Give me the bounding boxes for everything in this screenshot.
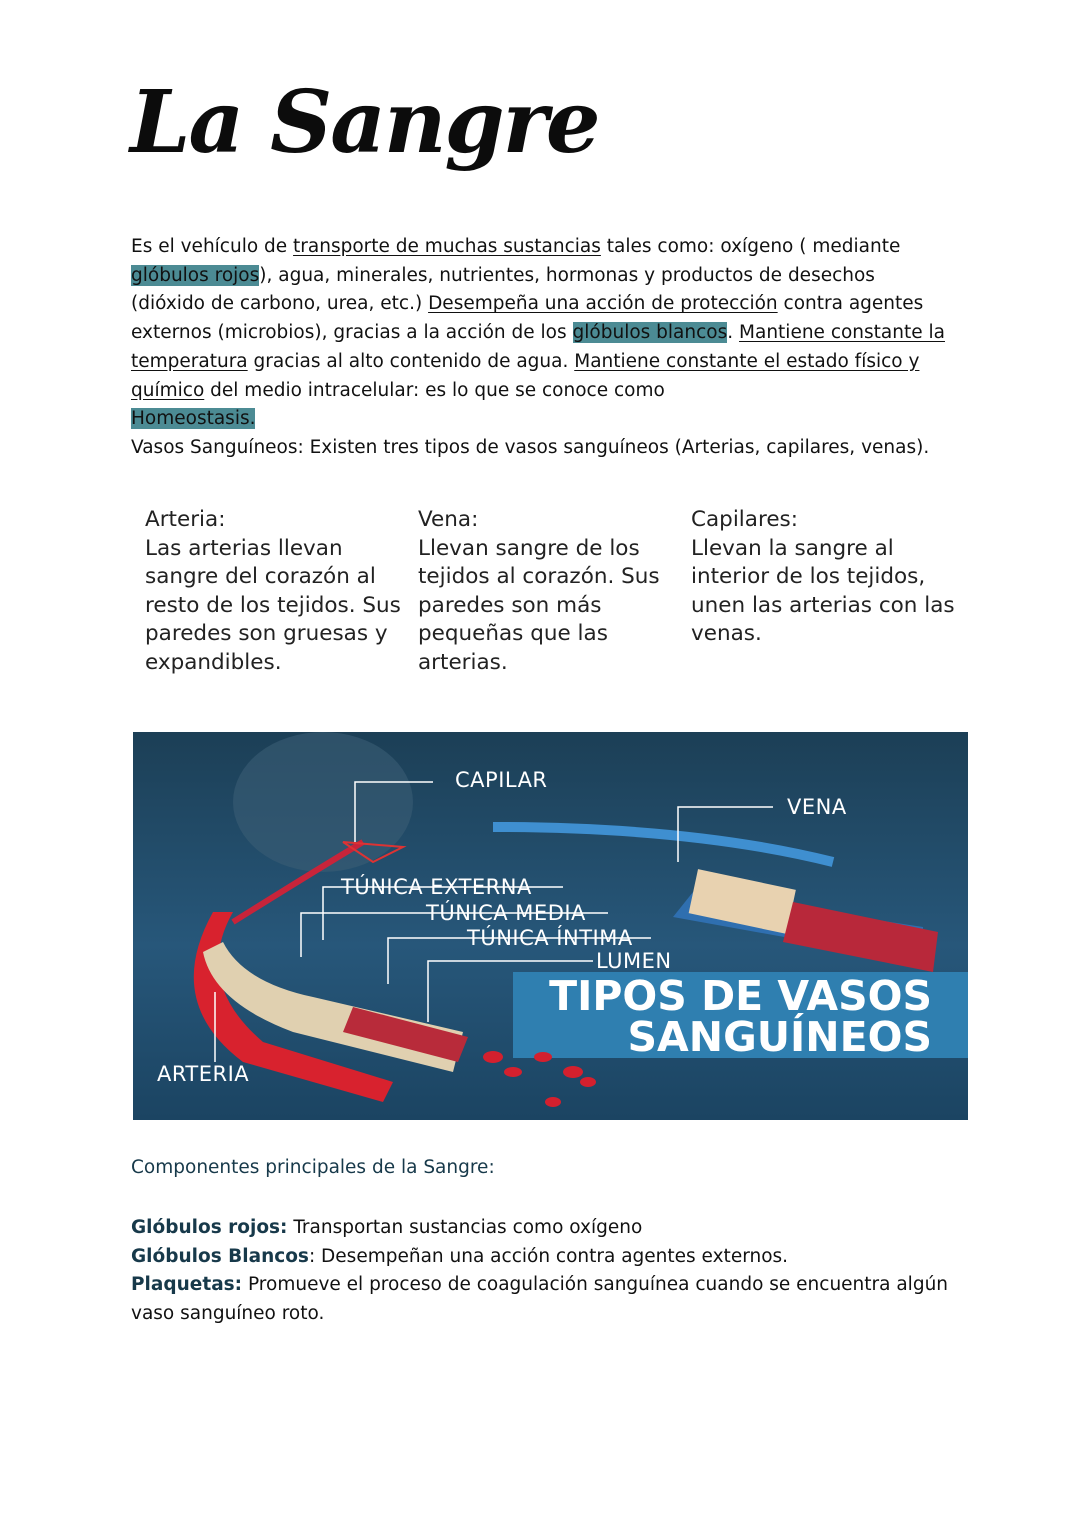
vein-lumen <box>783 902 938 972</box>
vessel-columns <box>145 506 965 678</box>
vessel-title: Arteria: <box>145 507 226 532</box>
banner-title-line2: SANGUÍNEOS <box>627 1013 932 1061</box>
vessel-arteria <box>145 506 418 678</box>
vein-layers <box>689 869 796 934</box>
label-tunica-externa: TÚNICA EXTERNA <box>341 875 532 899</box>
label-tunica-media: TÚNICA MEDIA <box>426 901 586 925</box>
component-desc: : Desempeñan una acción contra agentes externos. <box>308 1245 789 1267</box>
highlighted-text: glóbulos rojos <box>131 264 260 286</box>
highlighted-text: Homeostasis. <box>131 408 256 430</box>
label-tunica-intima: TÚNICA ÍNTIMA <box>467 926 633 950</box>
label-lumen: LUMEN <box>596 949 672 973</box>
vein-arrow <box>493 827 833 862</box>
text: contra agentes externos (microbios), gracias a la acción de los <box>131 293 924 344</box>
vessel-title: Capilares: <box>691 507 798 532</box>
blood-vessels-figure <box>133 732 968 1120</box>
component-item <box>131 1243 951 1272</box>
vessel-title: Vena: <box>418 507 479 532</box>
vessel-capilares <box>691 506 964 678</box>
text: del medio intracelular: es lo que se conoce como <box>204 379 665 401</box>
components-list <box>131 1214 951 1329</box>
blood-cells <box>483 1051 596 1107</box>
vessel-vena <box>418 506 691 678</box>
banner-title-line1: TIPOS DE VASOS <box>549 972 932 1020</box>
label-capilar: CAPILAR <box>455 768 548 792</box>
component-desc: Promueve el proceso de coagulación sanguínea cuando se encuentra algún vaso sanguíneo roto. <box>131 1274 949 1325</box>
components-heading: Componentes principales de la Sangre: <box>131 1157 495 1178</box>
vessel-text: Las arterias llevan sangre del corazón al resto de los tejidos. Sus paredes son gruesas y expandibles. <box>145 535 401 675</box>
vessel-text: Llevan sangre de los tejidos al corazón. Sus paredes son más pequeñas que las arterias. <box>418 535 660 675</box>
text: Es el vehículo de <box>131 236 294 257</box>
label-arteria: ARTERIA <box>157 1062 250 1086</box>
component-item <box>131 1214 951 1243</box>
label-vena: VENA <box>787 795 847 819</box>
component-term: Glóbulos rojos: <box>131 1217 288 1238</box>
underlined-text: Desempeña una acción de protección <box>428 293 778 315</box>
highlighted-text: glóbulos blancos <box>572 322 728 344</box>
heart-shape <box>233 732 413 872</box>
text: ), agua, minerales, nutrientes, hormonas y productos de desechos (dióxido de carbono, urea, etc.) <box>131 264 875 315</box>
intro-paragraph <box>131 233 951 463</box>
component-desc: Transportan sustancias como oxígeno <box>287 1217 643 1238</box>
component-term: Glóbulos Blancos <box>131 1245 309 1267</box>
text: . <box>727 322 740 344</box>
page-title: La Sangre <box>130 72 599 173</box>
underlined-text: Mantiene constante la temperatura <box>131 322 945 372</box>
component-item <box>131 1271 951 1328</box>
underlined-text: transporte de muchas sustancias <box>293 236 601 257</box>
text: tales como: oxígeno ( mediante <box>600 236 901 257</box>
underlined-text: Mantiene constante el estado físico y químico <box>131 350 920 401</box>
text: gracias al alto contenido de agua. <box>247 350 575 372</box>
vessel-text: Llevan la sangre al interior de los tejidos, unen las arterias con las venas. <box>691 535 955 647</box>
vasos-sentence: Vasos Sanguíneos: Existen tres tipos de vasos sanguíneos (Arterias, capilares, venas). <box>131 436 930 458</box>
component-term: Plaquetas: <box>131 1274 243 1296</box>
